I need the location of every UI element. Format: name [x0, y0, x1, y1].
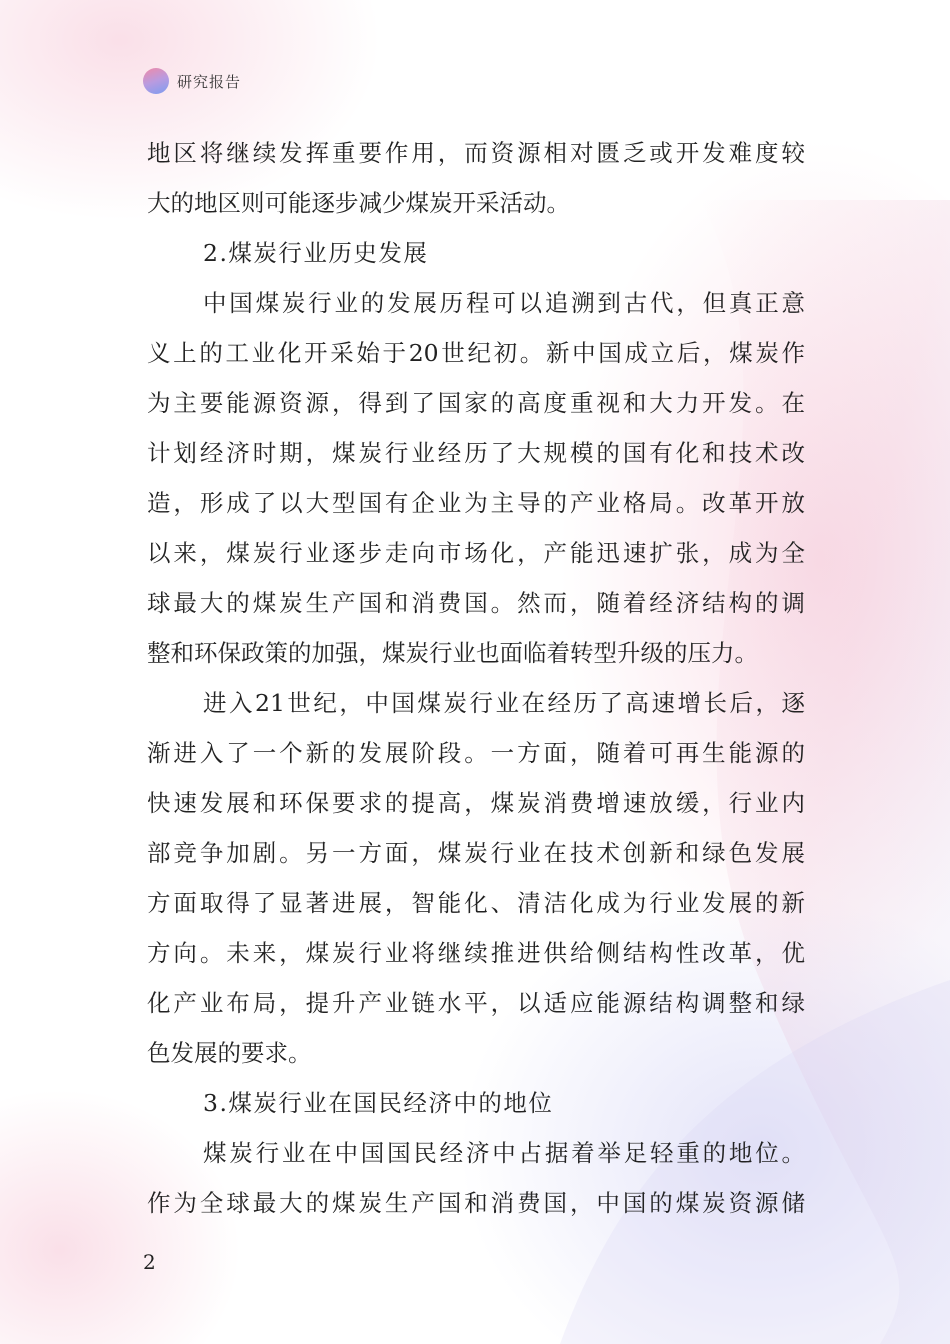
section-heading: 3.煤炭行业在国民经济中的地位: [203, 1089, 554, 1117]
paragraph-line: 方面取得了显著进展，智能化、清洁化成为行业发展的新: [147, 889, 805, 917]
paragraph-line: 部竞争加剧。另一方面，煤炭行业在技术创新和绿色发展: [147, 839, 805, 867]
logo-circle-icon: [143, 68, 169, 94]
paragraph-line: 快速发展和环保要求的提高，煤炭消费增速放缓，行业内: [147, 789, 805, 817]
paragraph-line: 作为全球最大的煤炭生产国和消费国，中国的煤炭资源储: [147, 1189, 805, 1217]
paragraph-line: 整和环保政策的加强，煤炭行业也面临着转型升级的压力。: [147, 639, 758, 667]
document-body: [147, 128, 805, 1228]
paragraph-line: 煤炭行业在中国国民经济中占据着举足轻重的地位。: [203, 1139, 805, 1167]
report-header: [143, 66, 241, 96]
paragraph-line: 球最大的煤炭生产国和消费国。然而，随着经济结构的调: [147, 589, 805, 617]
paragraph-line: 以来，煤炭行业逐步走向市场化，产能迅速扩张，成为全: [147, 539, 805, 567]
paragraph-line: 中国煤炭行业的发展历程可以追溯到古代，但真正意: [203, 289, 805, 317]
paragraph-line: 地区将继续发挥重要作用，而资源相对匮乏或开发难度较: [147, 139, 805, 167]
paragraph-line: 方向。未来，煤炭行业将继续推进供给侧结构性改革，优: [147, 939, 805, 967]
paragraph-line: 义上的工业化开采始于20世纪初。新中国成立后，煤炭作: [147, 339, 805, 367]
paragraph-line: 造，形成了以大型国有企业为主导的产业格局。改革开放: [147, 489, 805, 517]
header-title: 研究报告: [177, 72, 242, 91]
paragraph-line: 化产业布局，提升产业链水平，以适应能源结构调整和绿: [147, 989, 805, 1017]
paragraph-line: 色发展的要求。: [147, 1039, 312, 1067]
paragraph-line: 大的地区则可能逐步减少煤炭开采活动。: [147, 189, 570, 217]
paragraph-line: 计划经济时期，煤炭行业经历了大规模的国有化和技术改: [147, 439, 805, 467]
paragraph-line: 为主要能源资源，得到了国家的高度重视和大力开发。在: [147, 389, 805, 417]
paragraph-line: 进入21世纪，中国煤炭行业在经历了高速增长后，逐: [203, 689, 805, 717]
section-heading: 2.煤炭行业历史发展: [203, 239, 429, 267]
page-number: 2: [143, 1250, 156, 1274]
paragraph-line: 渐进入了一个新的发展阶段。一方面，随着可再生能源的: [147, 739, 805, 767]
